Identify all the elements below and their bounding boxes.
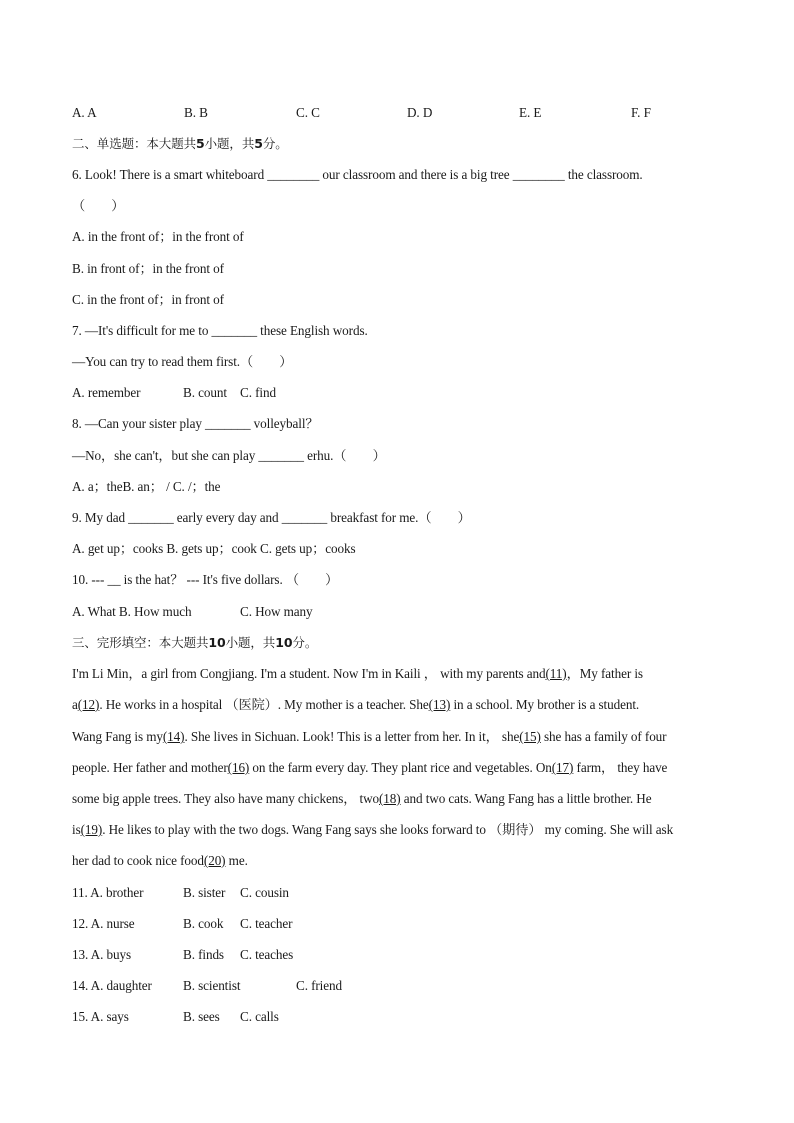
q5-option: D. D (407, 105, 433, 120)
passage-line: people. Her father and mother(16) on the farm every day. They plant rice and vegetables. On(17) farm， they have (72, 760, 668, 775)
passage-line: Wang Fang is my(14). She lives in Sichuan. Look! This is a letter from her. In it， she(15) she has a family of four (72, 729, 667, 744)
passage-line: is(19). He likes to play with the two dogs. Wang Fang says she looks forward to （期待） my coming. She will ask (72, 822, 674, 837)
q8-stem-2: —No，she can't，but she can play _______ erhu.（ ） (72, 448, 386, 463)
q5-option: F. F (631, 105, 651, 120)
section-2-heading: 二、单选题：本大题共5小题，共5分。 (72, 136, 288, 151)
blank-14: (14) (162, 729, 185, 744)
q7-option-a: A. remember (72, 385, 141, 400)
q7-option-b: B. count (183, 385, 227, 400)
blank-13: (13) (428, 697, 451, 712)
passage-line: some big apple trees. They also have many chickens， two(18) and two cats. Wang Fang has a little brother. He (72, 791, 652, 806)
q8-options: A. a；theB. an； / C. /；the (72, 479, 221, 494)
q7-stem-2: —You can try to read them first.（ ） (72, 354, 293, 369)
passage-line: I'm Li Min，a girl from Congjiang. I'm a student. Now I'm in Kaili ， with my parents and(11)，My father is (72, 666, 643, 681)
q10-stem: 10. --- __ is the hat？ --- It's five dollars. （ ） (72, 572, 339, 587)
q7-stem: 7. —It's difficult for me to _______ these English words. (72, 323, 368, 338)
passage-line: a(12). He works in a hospital （医院）. My mother is a teacher. She(13) in a school. My brother is a student. (72, 697, 640, 712)
q5-option: E. E (519, 105, 542, 120)
q6-option-c: C. in the front of；in front of (72, 292, 224, 307)
section-3-heading: 三、完形填空：本大题共10小题，共10分。 (72, 635, 318, 650)
q6-option-b: B. in front of；in the front of (72, 261, 224, 276)
blank-16: (16) (227, 760, 250, 775)
blank-15: (15) (519, 729, 541, 744)
blank-17: (17) (551, 760, 574, 775)
q6-stem: 6. Look! There is a smart whiteboard ________ our classroom and there is a big tree ________ the classroom. (72, 167, 643, 182)
q6-option-a: A. in the front of；in the front of (72, 229, 244, 244)
blank-18: (18) (379, 791, 401, 806)
blank-20: (20) (203, 853, 226, 868)
q5-option: A. A (72, 105, 97, 120)
passage-line: her dad to cook nice food(20) me. (72, 853, 248, 868)
q10-option-ab: A. What B. How much (72, 604, 192, 619)
q9-options: A. get up；cooks B. gets up；cook C. gets up；cooks (72, 541, 356, 556)
q6-answer-paren: （ ） (72, 198, 125, 213)
blank-11: (11) (545, 666, 567, 681)
q9-stem: 9. My dad _______ early every day and _______ breakfast for me.（ ） (72, 510, 471, 525)
q8-stem: 8. —Can your sister play _______ volleyball？ (72, 416, 319, 431)
q10-option-c: C. How many (240, 604, 313, 619)
q5-option: B. B (184, 105, 208, 120)
q7-option-c: C. find (240, 385, 276, 400)
blank-12: (12) (77, 697, 100, 712)
q5-option: C. C (296, 105, 320, 120)
blank-19: (19) (80, 822, 103, 837)
